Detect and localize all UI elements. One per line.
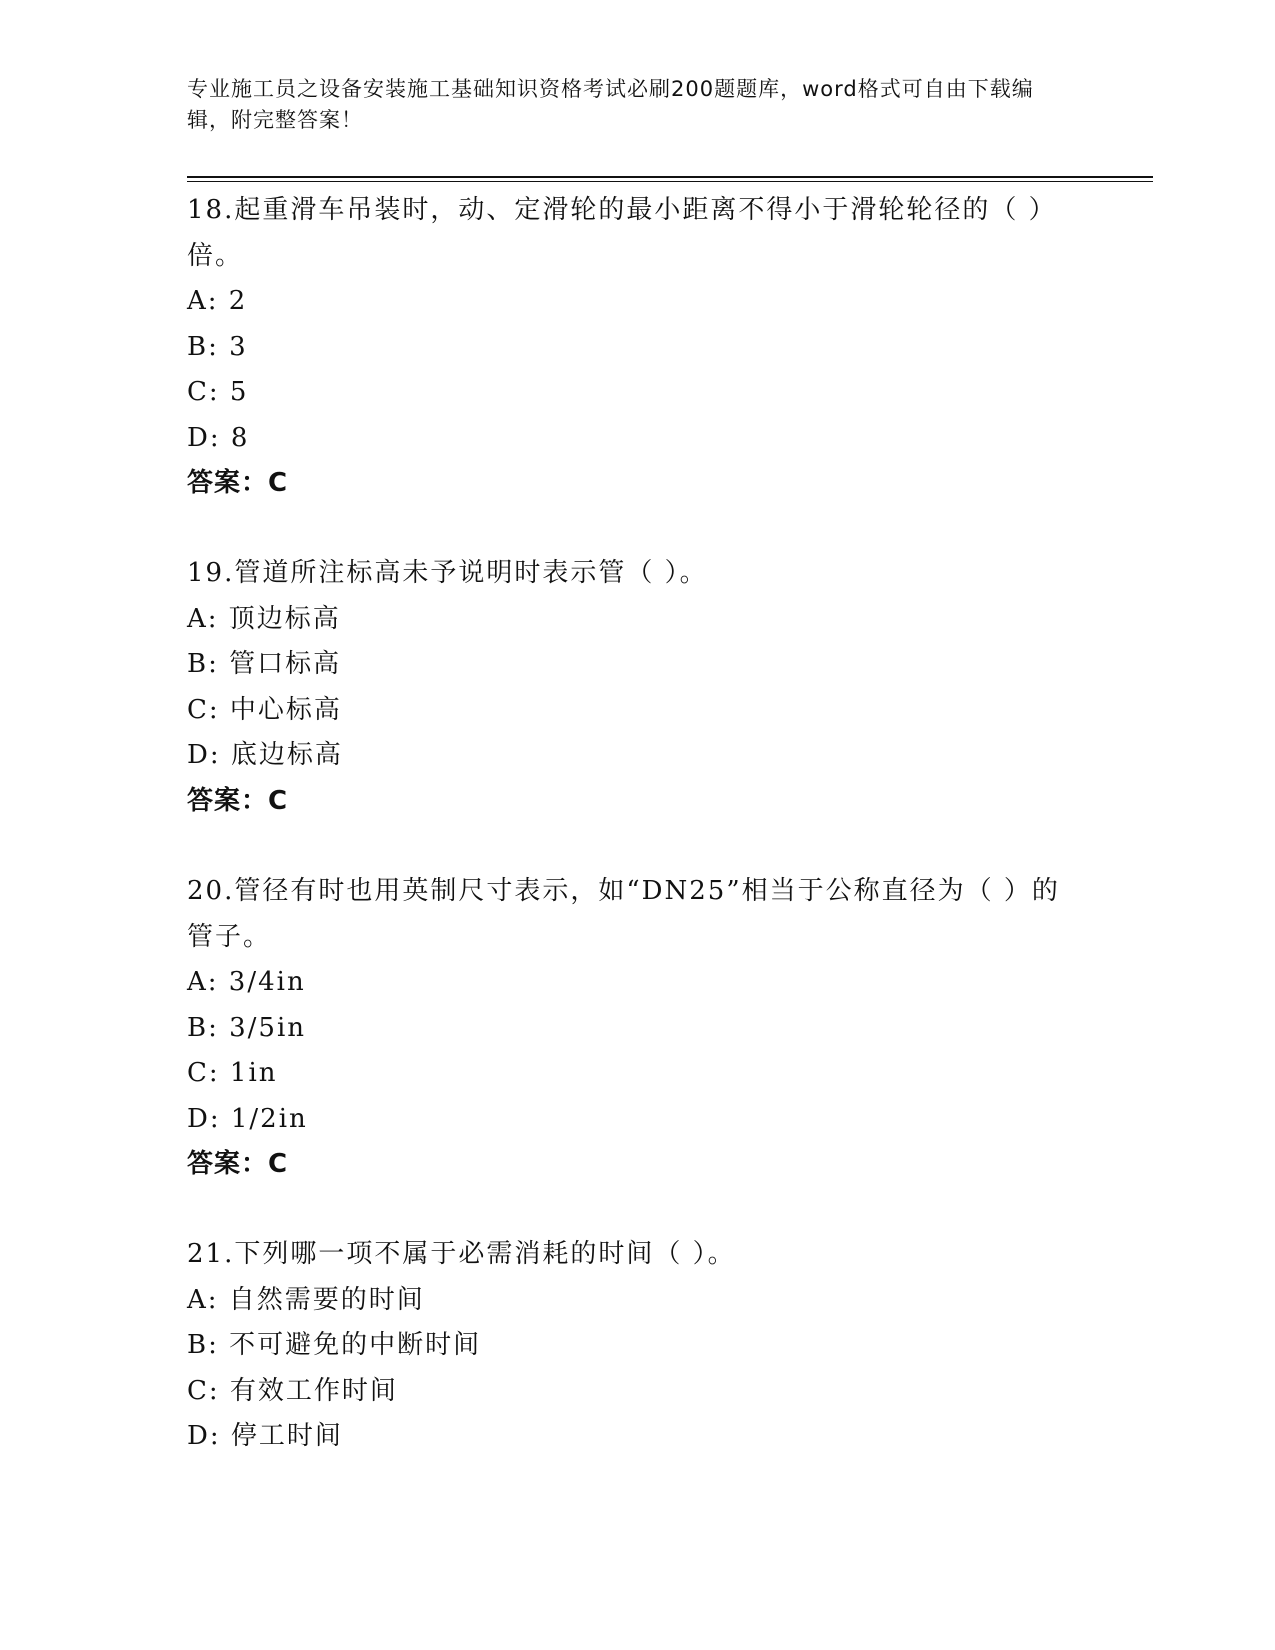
option-c: C: 中心标高 — [187, 694, 342, 725]
option-b: B: 3 — [187, 331, 248, 362]
option-d: D: 1/2in — [187, 1103, 308, 1134]
document-header: 专业施工员之设备安装施工基础知识资格考试必刷200题题库，word格式可自由下载编辑，附完整答案！ — [187, 77, 1034, 132]
question-stem: 19.管道所注标高未予说明时表示管（ ）。 — [187, 558, 708, 588]
option-b: B: 管口标高 — [187, 649, 342, 679]
question-stem: 20.管径有时也用英制尺寸表示，如“DN25”相当于公称直径为（ ）的管子。 — [187, 876, 1060, 952]
header-divider-thick — [187, 176, 1153, 178]
option-d: D: 底边标高 — [187, 740, 343, 770]
option-b: B: 不可避免的中断时间 — [187, 1330, 482, 1360]
question-20 — [187, 869, 1067, 1188]
option-d: D: 停工时间 — [187, 1421, 343, 1451]
option-c: C: 5 — [187, 377, 249, 407]
question-19 — [187, 551, 1067, 824]
question-21 — [187, 1232, 1067, 1460]
question-stem: 18.起重滑车吊装时，动、定滑轮的最小距离不得小于滑轮轮径的（ ）倍。 — [187, 195, 1057, 271]
option-c: C: 1in — [187, 1058, 278, 1088]
answer: 答案：C — [187, 468, 289, 498]
option-a: A: 2 — [187, 286, 248, 316]
option-a: A: 顶边标高 — [187, 603, 341, 634]
option-d: D: 8 — [187, 422, 250, 453]
option-a: A: 3/4in — [187, 967, 306, 997]
question-18 — [187, 188, 1067, 507]
option-b: B: 3/5in — [187, 1012, 307, 1043]
question-stem: 21.下列哪一项不属于必需消耗的时间（ ）。 — [187, 1239, 736, 1269]
header-divider-thin — [187, 181, 1153, 182]
option-a: A: 自然需要的时间 — [187, 1284, 425, 1315]
answer: 答案：C — [187, 785, 289, 816]
option-c: C: 有效工作时间 — [187, 1375, 398, 1406]
answer: 答案：C — [187, 1149, 289, 1179]
